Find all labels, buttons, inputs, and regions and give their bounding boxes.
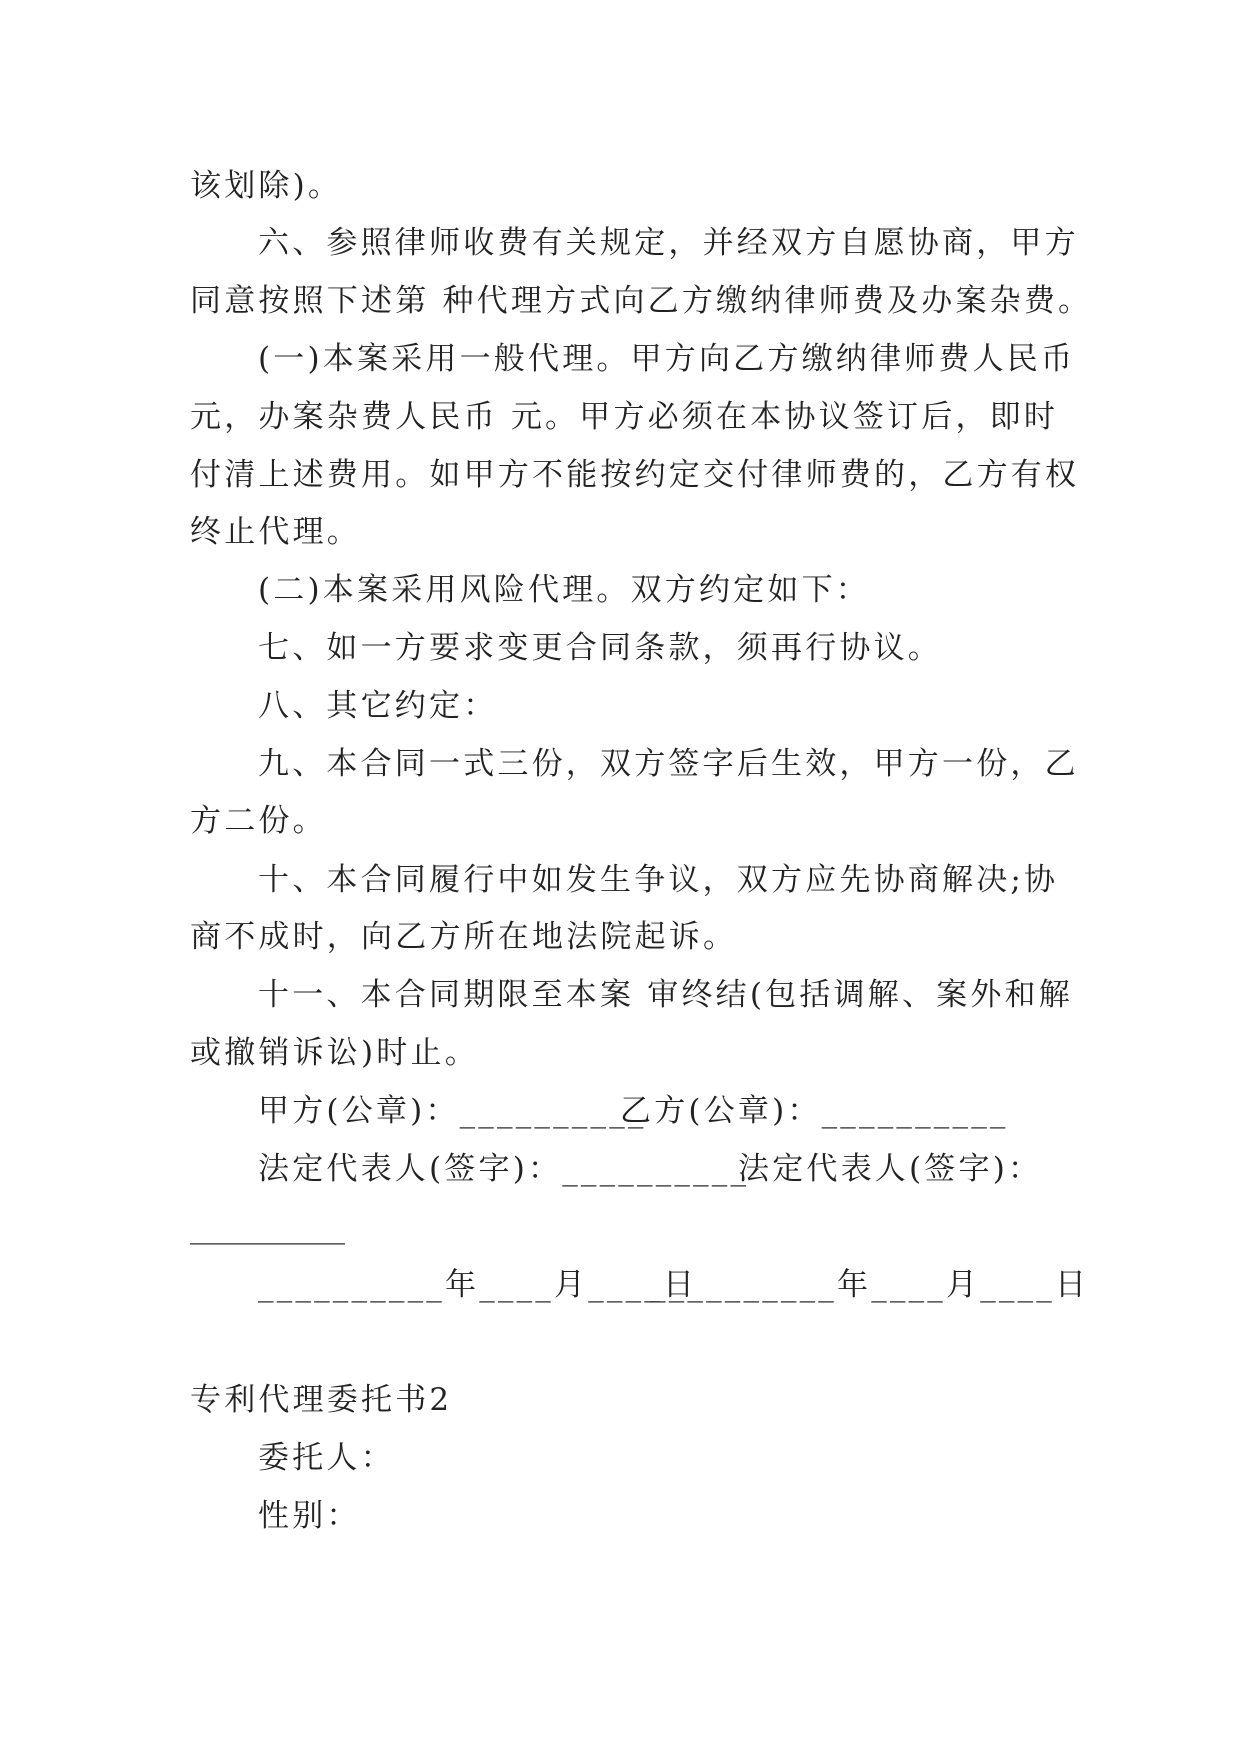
paragraph-line: (一)本案采用一般代理。甲方向乙方缴纳律师费人民币 bbox=[258, 341, 1076, 377]
section-title: 专利代理委托书2 bbox=[190, 1382, 453, 1418]
party-a-representative: 法定代表人(签字)：__________ bbox=[258, 1151, 750, 1187]
party-a-date: __________年____月____日 bbox=[258, 1267, 698, 1303]
paragraph-line: 十、本合同履行中如发生争议，双方应先协商解决;协 bbox=[258, 862, 1059, 898]
paragraph-line: 或撤销诉讼)时止。 bbox=[190, 1035, 479, 1071]
paragraph-line: 十一、本合同期限至本案 审终结(包括调解、案外和解 bbox=[258, 977, 1073, 1013]
party-a-seal: 甲方(公章)：__________ bbox=[258, 1093, 647, 1129]
paragraph-line: 九、本合同一式三份，双方签字后生效，甲方一份，乙 bbox=[258, 746, 1079, 782]
paragraph-line: 付清上述费用。如甲方不能按约定交付律师费的，乙方有权 bbox=[190, 457, 1080, 493]
party-b-representative: 法定代表人(签字)： bbox=[738, 1151, 1043, 1187]
party-b-representative-blank: __________ bbox=[190, 1209, 345, 1245]
party-b-seal: 乙方(公章)：__________ bbox=[620, 1093, 1009, 1129]
paragraph-line: 八、其它约定： bbox=[258, 688, 498, 724]
paragraph-line: 商不成时，向乙方所在地法院起诉。 bbox=[190, 919, 738, 955]
paragraph-line: (二)本案采用风险代理。双方约定如下： bbox=[258, 572, 870, 608]
paragraph-line: 同意按照下述第 种代理方式向乙方缴纳律师费及办案杂费。 bbox=[190, 283, 1093, 319]
field-principal: 委托人： bbox=[258, 1440, 395, 1476]
paragraph-line: 该划除)。 bbox=[190, 168, 343, 204]
field-gender: 性别： bbox=[258, 1498, 361, 1534]
paragraph-line: 方二份。 bbox=[190, 803, 327, 839]
paragraph-line: 终止代理。 bbox=[190, 514, 361, 550]
paragraph-line: 六、参照律师收费有关规定，并经双方自愿协商，甲方 bbox=[258, 225, 1079, 261]
party-b-date: __________年____月____日 bbox=[650, 1267, 1090, 1303]
paragraph-line: 元，办案杂费人民币 元。甲方必须在本协议签订后，即时 bbox=[190, 399, 1059, 435]
paragraph-line: 七、如一方要求变更合同条款，须再行协议。 bbox=[258, 630, 942, 666]
